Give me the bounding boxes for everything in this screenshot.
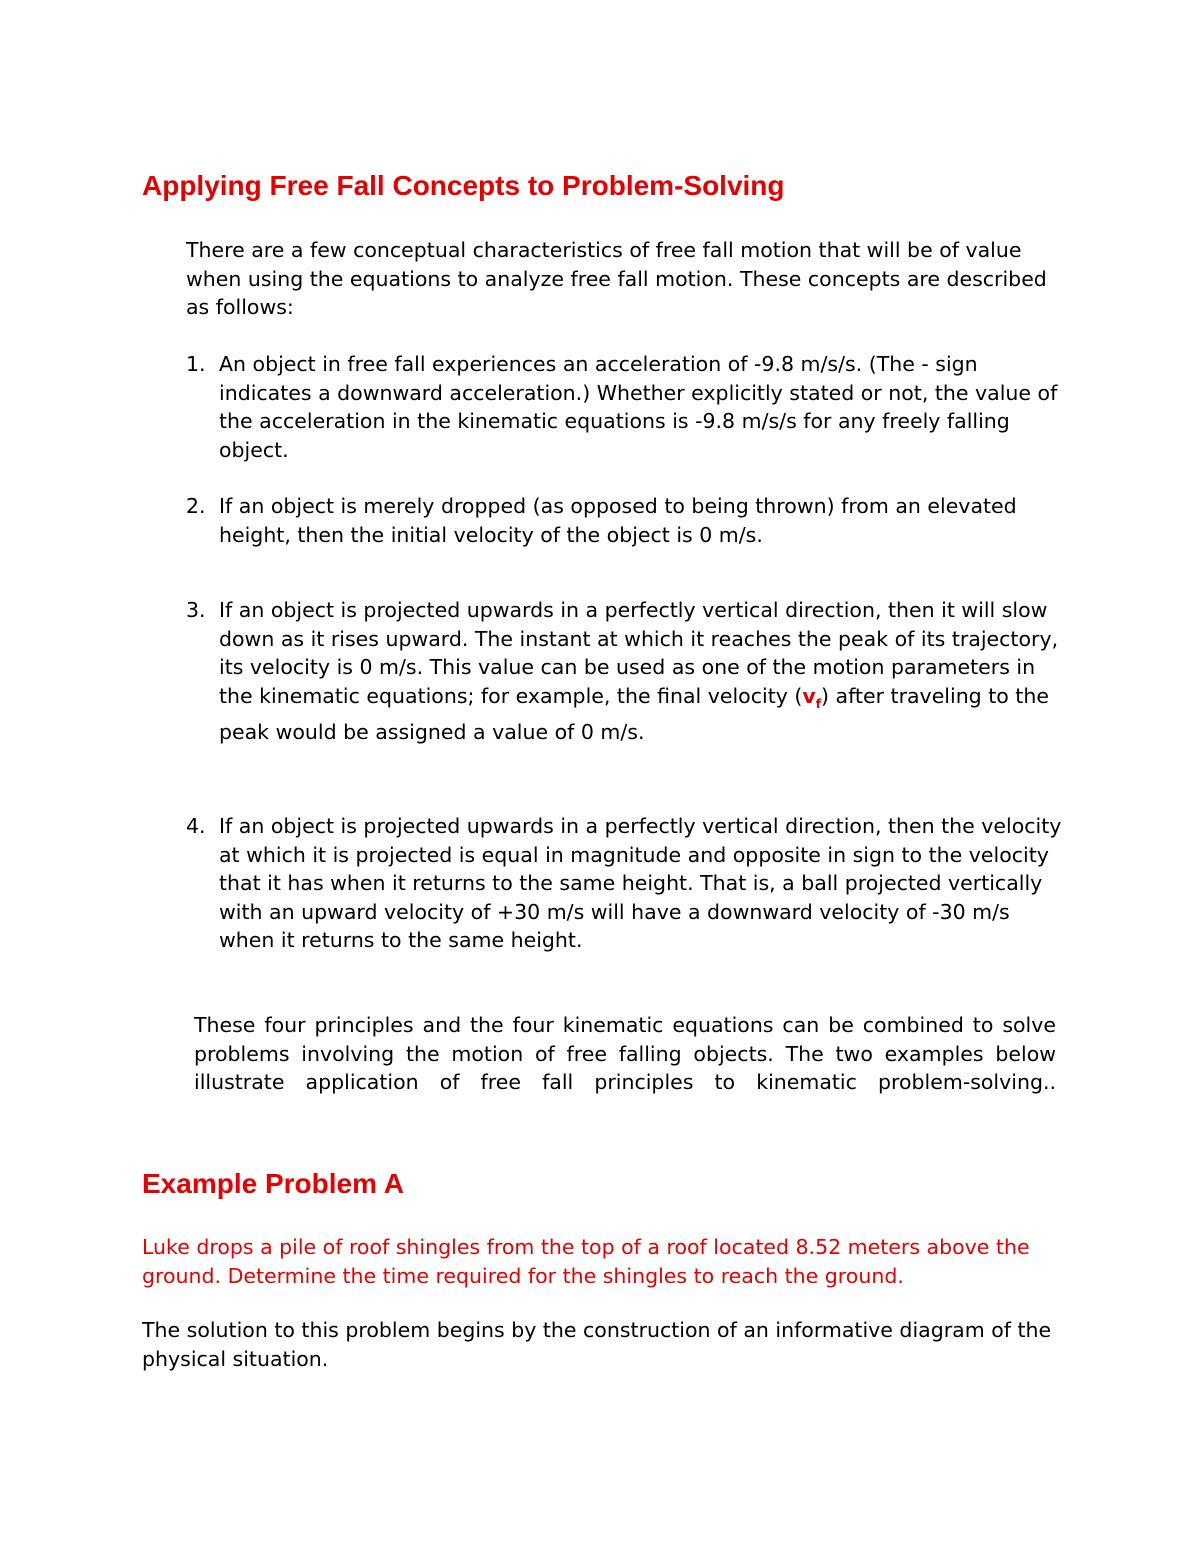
page-title: Applying Free Fall Concepts to Problem-Solving bbox=[142, 170, 785, 201]
example-problem-statement: Luke drops a pile of roof shingles from the top of a roof located 8.52 meters above the ground. Determine the time required for the shingles to reach the ground. bbox=[142, 1235, 1030, 1288]
principle-text: If an object is projected upwards in a perfectly vertical direction, then the velocity at which it is projected is equal in magnitude and opposite in sign to the velocity that it has when it returns to the same height. That is, a ball projected vertically with an upward velocity of +30 m/s will have a downward velocity of -30 m/s when it returns to the same height. bbox=[219, 814, 1062, 953]
solution-intro-paragraph: The solution to this problem begins by the construction of an informative diagram of the physical situation. bbox=[142, 1318, 1052, 1371]
summary-paragraph: These four principles and the four kinematic equations can be combined to solve problems involving the motion of free falling objects. The two examples below illustrate application of free fall principles to kinematic problem-solving.. bbox=[194, 1013, 1056, 1095]
principle-text-after: ) after traveling to the peak would be assigned a value of 0 m/s. bbox=[219, 683, 1049, 745]
principle-number: 3. bbox=[186, 598, 206, 622]
example-title: Example Problem A bbox=[142, 1168, 404, 1199]
final-velocity-symbol: $v_f$ bbox=[802, 683, 821, 711]
principle-text: If an object is merely dropped (as opposed to being thrown) from an elevated height, then the initial velocity of the object is 0 m/s. bbox=[219, 494, 1017, 547]
intro-paragraph: There are a few conceptual characteristics of free fall motion that will be of value when using the equations to analyze free fall motion. These concepts are described as follows: bbox=[186, 238, 1047, 320]
principle-text: An object in free fall experiences an acceleration of -9.8 m/s/s. (The - sign indicates a downward acceleration.) Whether explicitly stated or not, the value of the acceleration in the kinematic equations is -9.8 m/s/s for any freely falling object. bbox=[219, 352, 1058, 462]
principle-text bbox=[219, 596, 1069, 747]
principle-text-before: If an object is projected upwards in a perfectly vertical direction, then it will slow down as it rises upward. The instant at which it reaches the peak of its trajectory, its velocity is 0 m/s. This value can be used as one of the motion parameters in the kinematic equations; for example, the final velocity ( bbox=[219, 598, 1059, 708]
principle-number: 1. bbox=[186, 352, 206, 376]
principle-number: 4. bbox=[186, 814, 206, 838]
principle-number: 2. bbox=[186, 494, 206, 518]
